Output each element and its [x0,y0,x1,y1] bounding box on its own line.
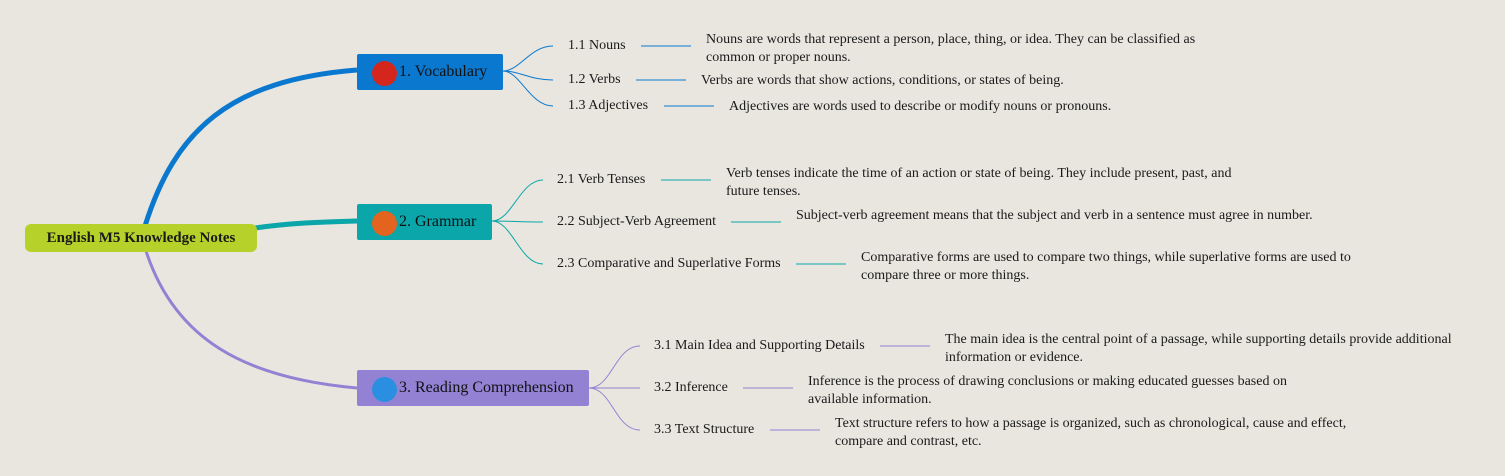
branch-reading-comprehension[interactable] [357,370,589,406]
description-inference: Inference is the process of drawing conclusions or making educated guesses based on available information. [808,374,1287,407]
connector-grammar-agreement [492,221,543,222]
branch-vocabulary-label: 1. Vocabulary [399,63,488,80]
priority-1-icon: 1 [372,61,397,86]
branch-vocabulary[interactable] [357,54,503,90]
root-topic-label: English M5 Knowledge Notes [46,229,236,246]
priority-2-icon: 2 [372,211,397,236]
description-nouns: Nouns are words that represent a person, place, thing, or idea. They can be classified as common or proper nouns. [706,32,1196,65]
branch-reading-label: 3. Reading Comprehension [399,379,574,396]
connector-grammar-tenses [492,180,543,221]
subtopic-verb-tenses[interactable]: 2.1 Verb Tenses [557,172,646,187]
connector-vocab-verbs [503,71,553,80]
branch-grammar[interactable] [357,204,492,240]
subtopic-verbs[interactable]: 1.2 Verbs [568,72,621,87]
subtopic-main-idea[interactable]: 3.1 Main Idea and Supporting Details [654,338,865,353]
description-subject-verb-agreement: Subject-verb agreement means that the subject and verb in a sentence must agree in number. [796,208,1313,223]
description-text-structure: Text structure refers to how a passage is organized, such as chronological, cause and effect, compare and contrast, etc. [835,416,1347,449]
description-comparative-superlative: Comparative forms are used to compare two things, while superlative forms are used to compare three or more things. [861,250,1351,283]
subtopic-adjectives[interactable]: 1.3 Adjectives [568,98,649,113]
subtopic-nouns[interactable]: 1.1 Nouns [568,38,626,53]
root-topic[interactable] [25,224,257,252]
description-adjectives: Adjectives are words used to describe or modify nouns or pronouns. [729,99,1112,114]
connector-root-vocabulary [145,70,357,226]
connector-root-reading [146,251,357,388]
subtopic-text-structure[interactable]: 3.3 Text Structure [654,422,755,437]
subtopic-subject-verb-agreement[interactable]: 2.2 Subject-Verb Agreement [557,214,717,229]
connector-reading-structure [589,388,640,430]
description-verbs: Verbs are words that show actions, conditions, or states of being. [701,73,1064,88]
connector-root-grammar [255,221,357,228]
connector-reading-mainidea [589,346,640,388]
description-verb-tenses: Verb tenses indicate the time of an action or state of being. They include present, past, and future tenses. [726,166,1232,199]
subtopic-comparative-superlative[interactable]: 2.3 Comparative and Superlative Forms [557,256,781,271]
description-main-idea: The main idea is the central point of a passage, while supporting details provide additional information or evidence. [945,332,1452,365]
subtopic-inference[interactable]: 3.2 Inference [654,380,728,395]
connector-vocab-nouns [503,46,553,71]
connector-grammar-comparative [492,221,543,264]
branch-grammar-label: 2. Grammar [399,213,477,230]
priority-3-icon: 3 [372,377,397,402]
